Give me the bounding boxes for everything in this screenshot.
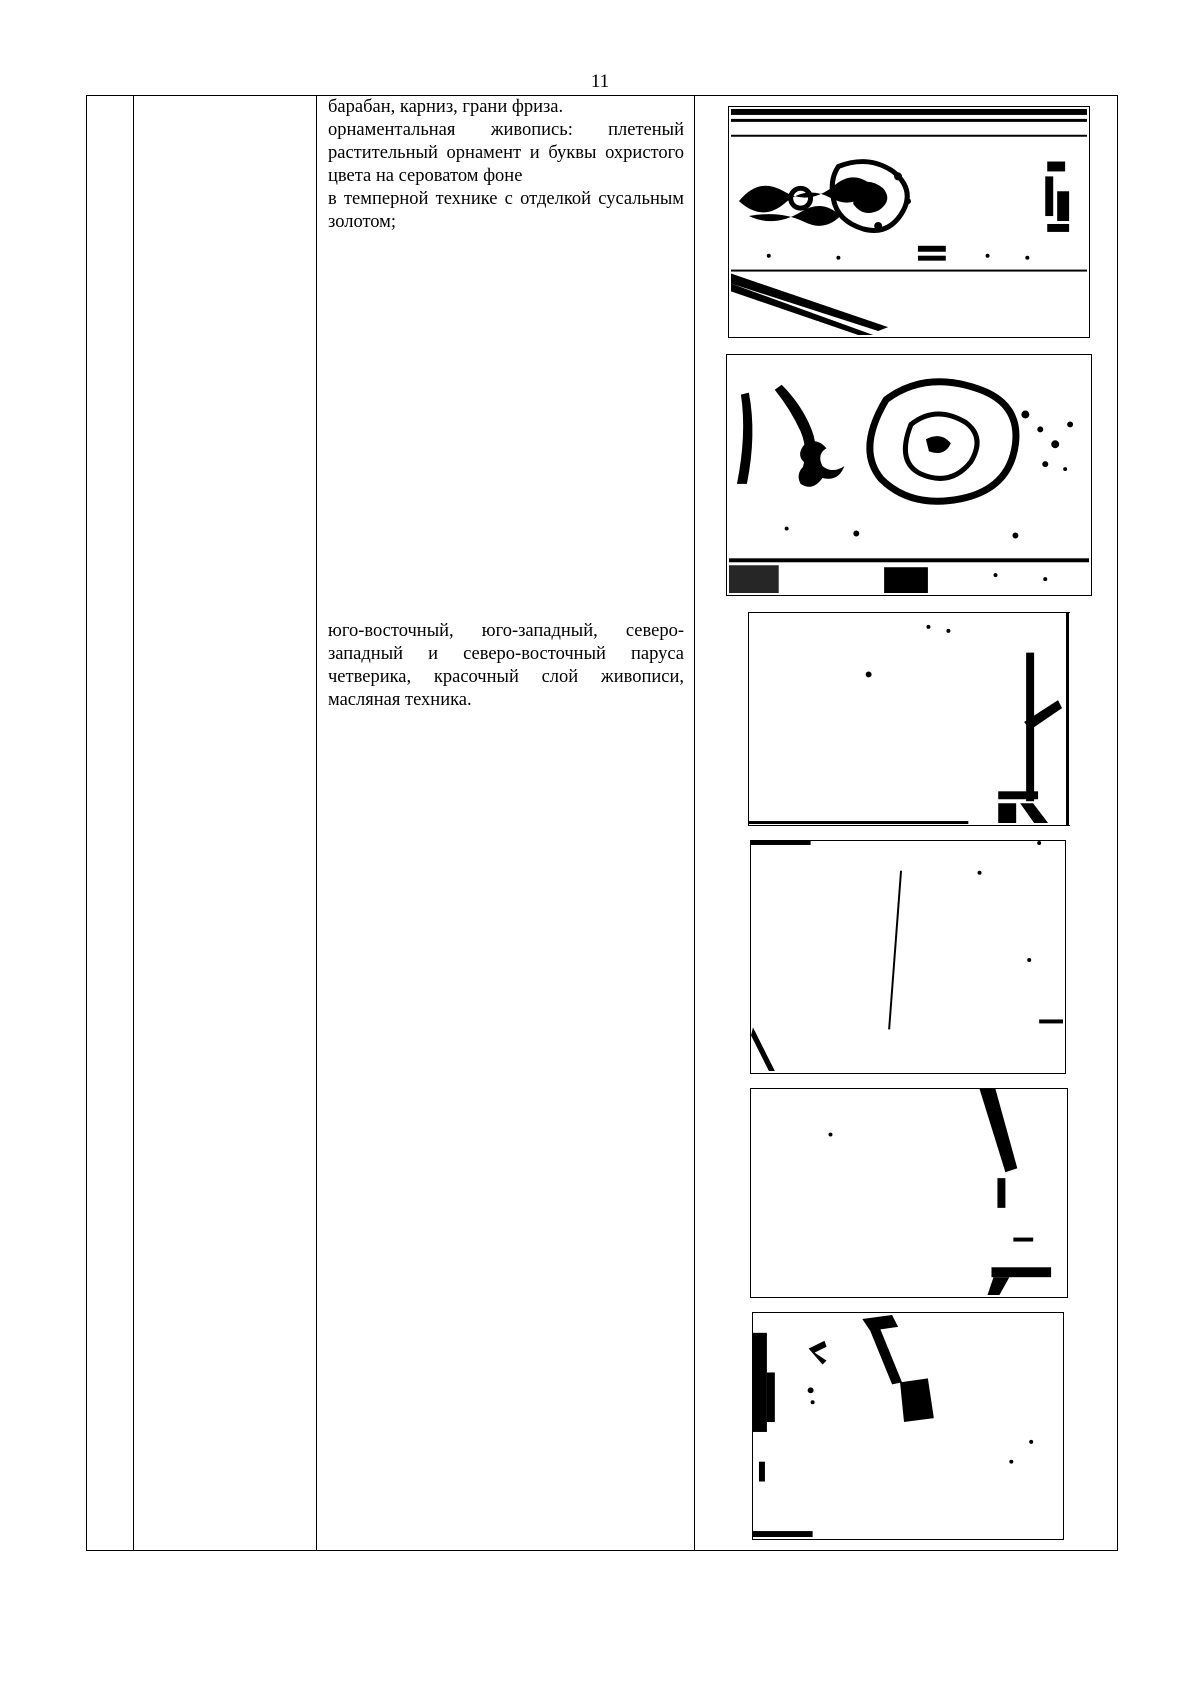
page-number: 11 <box>590 71 610 92</box>
row2-description <box>328 620 684 712</box>
row1-line-1: барабан, карниз, грани фриза. <box>328 97 564 117</box>
photo-pendentive-1 <box>748 612 1070 826</box>
pendentive-4-image <box>753 1313 1063 1539</box>
row1-line-3: в темперной технике с отделкой сусальным золотом; <box>328 189 684 232</box>
row1-description <box>328 96 684 234</box>
column-divider-1 <box>133 95 134 1551</box>
column-divider-3 <box>694 95 695 1551</box>
photo-frieze-strip <box>728 106 1090 338</box>
photo-pendentive-4 <box>752 1312 1064 1540</box>
frieze-closeup-image <box>727 355 1091 595</box>
row2-line-1: юго-восточный, юго-западный, северо-западный и северо-восточный паруса четверика, красочный слой живописи, масляная техника. <box>328 621 684 710</box>
column-divider-2 <box>316 95 317 1551</box>
photo-pendentive-3 <box>750 1088 1068 1298</box>
row1-line-2: орнаментальная живопись: плетеный растительный орнамент и буквы охристого цвета на сероватом фоне <box>328 120 684 186</box>
pendentive-1-image <box>749 613 1070 825</box>
photo-pendentive-2 <box>750 840 1066 1074</box>
pendentive-2-image <box>751 841 1065 1073</box>
pendentive-3-image <box>751 1089 1067 1297</box>
frieze-strip-image <box>729 107 1089 337</box>
photo-frieze-closeup <box>726 354 1092 596</box>
